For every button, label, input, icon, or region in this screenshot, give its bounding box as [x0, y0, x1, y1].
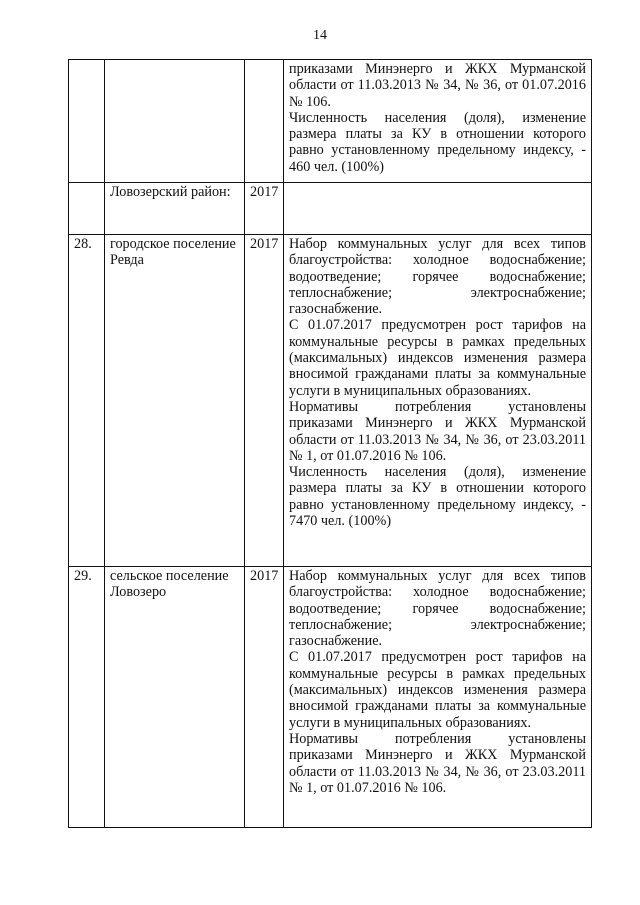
description-paragraph: Набор коммунальных услуг для всех типов благоустройства: холодное водоснабжение; водоотведение; горячее водоснабжение; теплоснабжение; электроснабжение; газоснабжение. [289, 236, 586, 318]
municipality-name: сельское поселение Ловозеро [105, 567, 245, 828]
municipality-name [105, 60, 245, 183]
district-name: Ловозерский район: [105, 183, 245, 235]
description-cell [284, 183, 592, 235]
description-paragraph: Нормативы потребления установлены приказами Минэнерго и ЖКХ Мурманской области от 11.03.2013 № 34, № 36, от 23.03.2011 № 1, от 01.07.2016 № 106. [289, 730, 586, 796]
description-cell [284, 235, 592, 567]
description-paragraph: Набор коммунальных услуг для всех типов благоустройства: холодное водоснабжение; водоотведение; горячее водоснабжение; теплоснабжение; электроснабжение; газоснабжение. [289, 568, 586, 650]
page-number: 14 [313, 28, 327, 43]
description-cell [284, 567, 592, 828]
row-year: 2017 [245, 183, 284, 235]
table-row [69, 567, 592, 828]
row-number [69, 60, 105, 183]
row-year: 2017 [245, 235, 284, 567]
description-cell [284, 60, 592, 183]
row-number: 29. [69, 567, 105, 828]
table-row [69, 183, 592, 235]
description-paragraph: С 01.07.2017 предусмотрен рост тарифов на коммунальные ресурсы в рамках предельных (максимальных) индексов изменения размера вносимой гражданами платы за коммунальные услуги в муниципальных образованиях. [289, 317, 586, 399]
description-paragraph: С 01.07.2017 предусмотрен рост тарифов на коммунальные ресурсы в рамках предельных (максимальных) индексов изменения размера вносимой гражданами платы за коммунальные услуги в муниципальных образованиях. [289, 649, 586, 731]
row-year: 2017 [245, 567, 284, 828]
document-table [68, 59, 592, 828]
description-paragraph: Численность населения (доля), изменение размера платы за КУ в отношении которого равно установленному предельному индексу, - 7470 чел. (100%) [289, 464, 586, 530]
row-number: 28. [69, 235, 105, 567]
table-row [69, 60, 592, 183]
municipality-name: городское поселение Ревда [105, 235, 245, 567]
row-year [245, 60, 284, 183]
description-paragraph: Нормативы потребления установлены приказами Минэнерго и ЖКХ Мурманской области от 11.03.2013 № 34, № 36, от 23.03.2011 № 1, от 01.07.2016 № 106. [289, 398, 586, 464]
row-number [69, 183, 105, 235]
description-paragraph: приказами Минэнерго и ЖКХ Мурманской области от 11.03.2013 № 34, № 36, от 01.07.2016 № 106. [289, 61, 586, 110]
table-row [69, 235, 592, 567]
description-paragraph: Численность населения (доля), изменение размера платы за КУ в отношении которого равно установленному предельному индексу, - 460 чел. (100%) [289, 109, 586, 175]
